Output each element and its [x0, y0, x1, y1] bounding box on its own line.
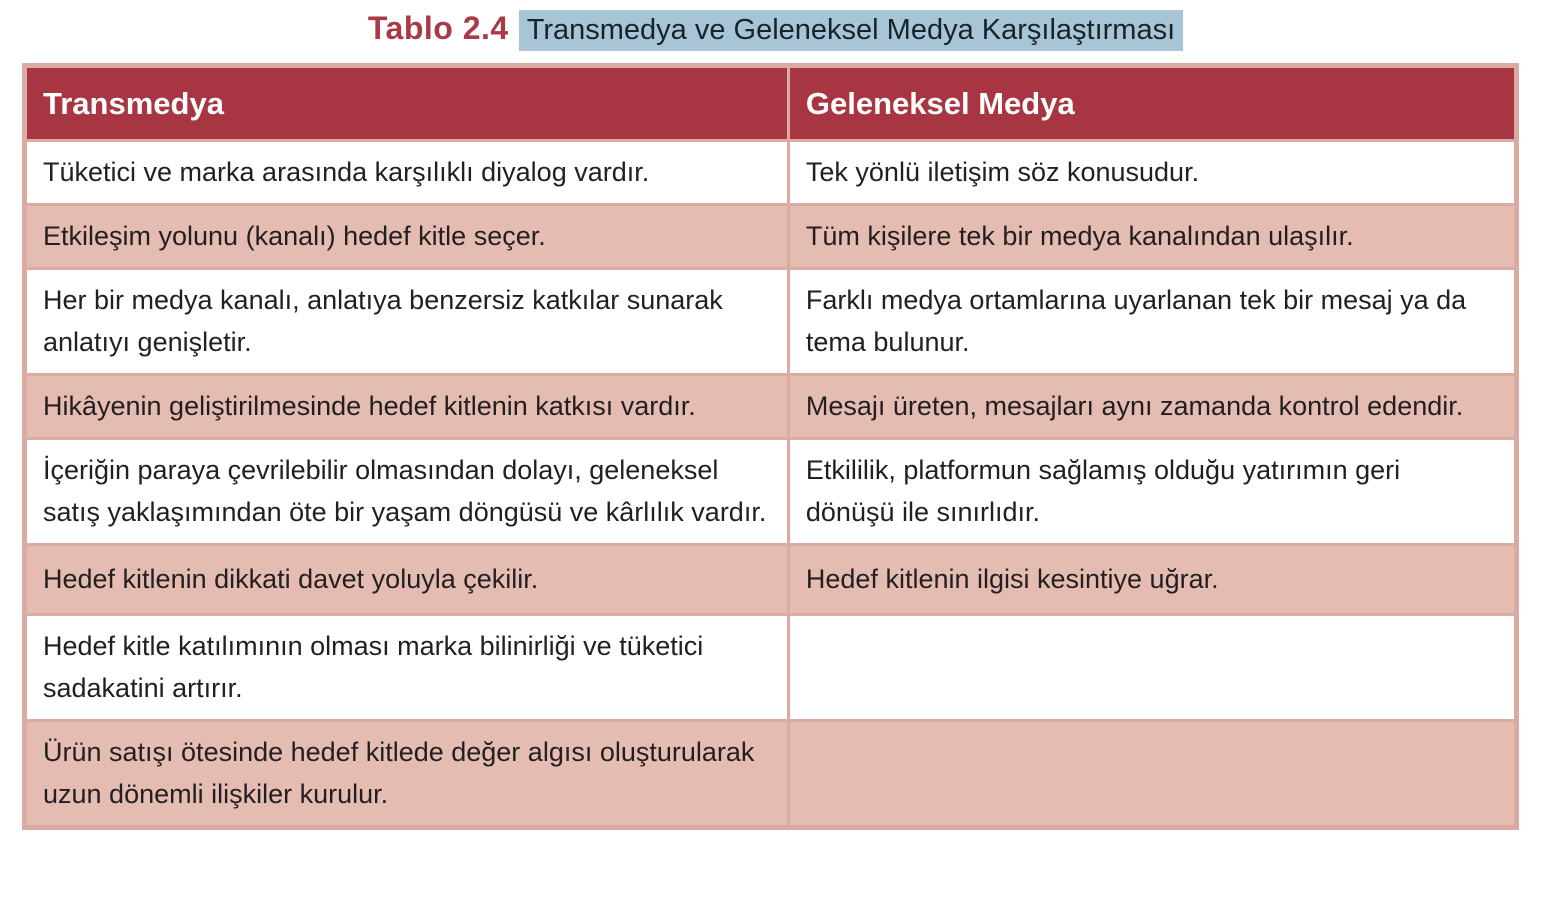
cell-transmedya: Her bir medya kanalı, anlatıya benzersiz katkılar sunarak anlatıyı genişletir. [25, 269, 789, 375]
table-row [25, 375, 1517, 439]
cell-transmedya: Ürün satışı ötesinde hedef kitlede değer algısı oluşturularak uzun dönemli ilişkiler kurulur. [25, 721, 789, 828]
table-row [25, 545, 1517, 615]
cell-geleneksel: Mesajı üreten, mesajları aynı zamanda kontrol edendir. [788, 375, 1516, 439]
header-cell-geleneksel-medya: Geleneksel Medya [788, 66, 1516, 141]
cell-transmedya: İçeriğin paraya çevrilebilir olmasından dolayı, geleneksel satış yaklaşımından öte bir yaşam döngüsü ve kârlılık vardır. [25, 439, 789, 545]
cell-geleneksel [788, 615, 1516, 721]
cell-transmedya: Etkileşim yolunu (kanalı) hedef kitle seçer. [25, 205, 789, 269]
cell-transmedya: Hikâyenin geliştirilmesinde hedef kitlenin katkısı vardır. [25, 375, 789, 439]
table-row [25, 721, 1517, 828]
cell-geleneksel [788, 721, 1516, 828]
cell-geleneksel: Etkililik, platformun sağlamış olduğu yatırımın geri dönüşü ile sınırlıdır. [788, 439, 1516, 545]
cell-geleneksel: Tek yönlü iletişim söz konusudur. [788, 141, 1516, 205]
table-header-row [25, 66, 1517, 141]
table-row [25, 141, 1517, 205]
table-row [25, 439, 1517, 545]
cell-geleneksel: Hedef kitlenin ilgisi kesintiye uğrar. [788, 545, 1516, 615]
table-row [25, 269, 1517, 375]
header-cell-transmedya: Transmedya [25, 66, 789, 141]
cell-transmedya: Tüketici ve marka arasında karşılıklı diyalog vardır. [25, 141, 789, 205]
table-caption-number: Tablo 2.4 [367, 10, 509, 46]
cell-transmedya: Hedef kitle katılımının olması marka bilinirliği ve tüketici sadakatini artırır. [25, 615, 789, 721]
cell-geleneksel: Farklı medya ortamlarına uyarlanan tek bir mesaj ya da tema bulunur. [788, 269, 1516, 375]
cell-geleneksel: Tüm kişilere tek bir medya kanalından ulaşılır. [788, 205, 1516, 269]
table-caption [0, 0, 1551, 47]
cell-transmedya: Hedef kitlenin dikkati davet yoluyla çekilir. [25, 545, 789, 615]
table-caption-highlighted-text: Transmedya ve Geleneksel Medya Karşılaştırması [519, 10, 1183, 51]
table-row [25, 205, 1517, 269]
comparison-table [22, 63, 1519, 830]
table-row [25, 615, 1517, 721]
